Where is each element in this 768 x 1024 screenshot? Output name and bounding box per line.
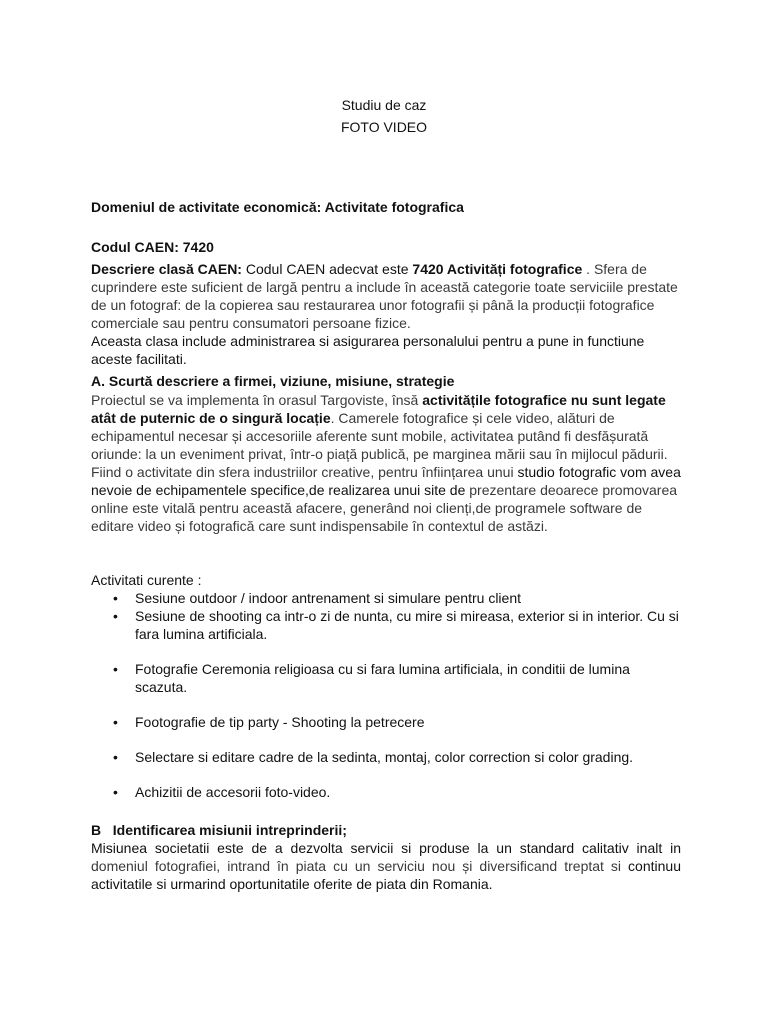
caen-desc-post: . Sfera de cuprindere este suficient de largă pentru a include în această categorie toate serviciile prestate de un fotograf: de la copierea sau restaurarea unor fotografii și până la producții fotografice comerciale sau pentru consumatori persoane fizice.: [91, 261, 678, 331]
section-a-heading: A. Scurtă descriere a firmei, viziune, misiune, strategie: [91, 373, 455, 389]
section-b-paragraph: [91, 839, 681, 893]
list-spacer: [91, 696, 681, 713]
bullet-icon: •: [113, 749, 118, 765]
bullet-icon: •: [113, 784, 118, 800]
list-spacer: [91, 766, 681, 783]
bullet-icon: •: [113, 714, 118, 730]
doc-title-line2: FOTO VIDEO: [340, 119, 428, 135]
list-spacer: [91, 643, 681, 660]
section-a-end: prezentare deoarece promovarea online este vitală pentru această afacere, generând noi clienți,de programele software de editare video și fotografică care sunt indispensabile în contextul de astăzi.: [91, 482, 678, 534]
list-item: • Achizitii de accesorii foto-video.: [113, 784, 331, 800]
caen-description: [91, 260, 681, 368]
list-item: • Sesiune de shooting ca intr-o zi de nunta, cu mire si mireasa, exterior si in interior. Cu si fara lumina artificiala.: [113, 608, 679, 642]
caen-desc-pre: Codul CAEN adecvat este: [241, 261, 413, 277]
activities-list: [91, 589, 681, 801]
section-a-bold: activitățile fotografice nu sunt legate atât de puternic de o singură locație: [91, 392, 666, 426]
section-b-heading: B Identificarea misiunii intreprinderii;: [91, 822, 347, 838]
bullet-icon: •: [113, 608, 118, 624]
bullet-icon: •: [113, 661, 118, 677]
list-item: • Sesiune outdoor / indoor antrenament si simulare pentru client: [113, 590, 521, 606]
section-b-line1: Misiunea societatii este de a dezvolta servicii si produse la un standard calitativ inalt in: [91, 840, 681, 856]
caen-extra: Aceasta clasa include administrarea si asigurarea personalului pentru a pune in functiune aceste facilitati.: [91, 333, 645, 367]
section-b-line3: continuu activitatile si urmarind oportunitatile oferite de piata din Romania.: [91, 858, 681, 892]
list-item: • Fotografie Ceremonia religioasa cu si fara lumina artificiala, in conditii de lumina scazuta.: [113, 661, 630, 695]
activities-intro: Activitati curente :: [91, 572, 202, 588]
doc-title-line1: Studiu de caz: [341, 97, 427, 113]
section-b-line2: domeniul fotografiei, intrand în piata cu un serviciu nou și diversificand treptat si: [91, 858, 622, 874]
section-a-dark: studio fotografic vom avea nevoie de echipamentele specifice,de realizarea unui site de: [91, 464, 681, 498]
list-spacer: [91, 731, 681, 748]
section-a-post: . Camerele fotografice și cele video, alături de echipamentul necesar și accesoriile aferente sunt mobile, activitatea putând fi desfășurată oriunde: la un eveniment privat, într-o piață publică, pe marginea mării sau în mijlocul pădurii. Fiind o activitate din sfera industriilor creative, pentru înființarea unui: [91, 410, 668, 480]
domain-heading: Domeniul de activitate economică: Activitate fotografica: [91, 199, 464, 215]
caen-desc-bold: 7420 Activități fotografice: [412, 261, 583, 277]
section-a-paragraph: [91, 391, 681, 535]
bullet-icon: •: [113, 590, 118, 606]
list-item: • Footografie de tip party - Shooting la petrecere: [113, 714, 425, 730]
caen-code-heading: Codul CAEN: 7420: [91, 239, 214, 255]
list-item: • Selectare si editare cadre de la sedinta, montaj, color correction si color grading.: [113, 749, 634, 765]
caen-desc-label: Descriere clasă CAEN:: [91, 261, 242, 277]
section-a-pre: Proiectul se va implementa în orasul Targoviste, însă: [91, 392, 423, 408]
